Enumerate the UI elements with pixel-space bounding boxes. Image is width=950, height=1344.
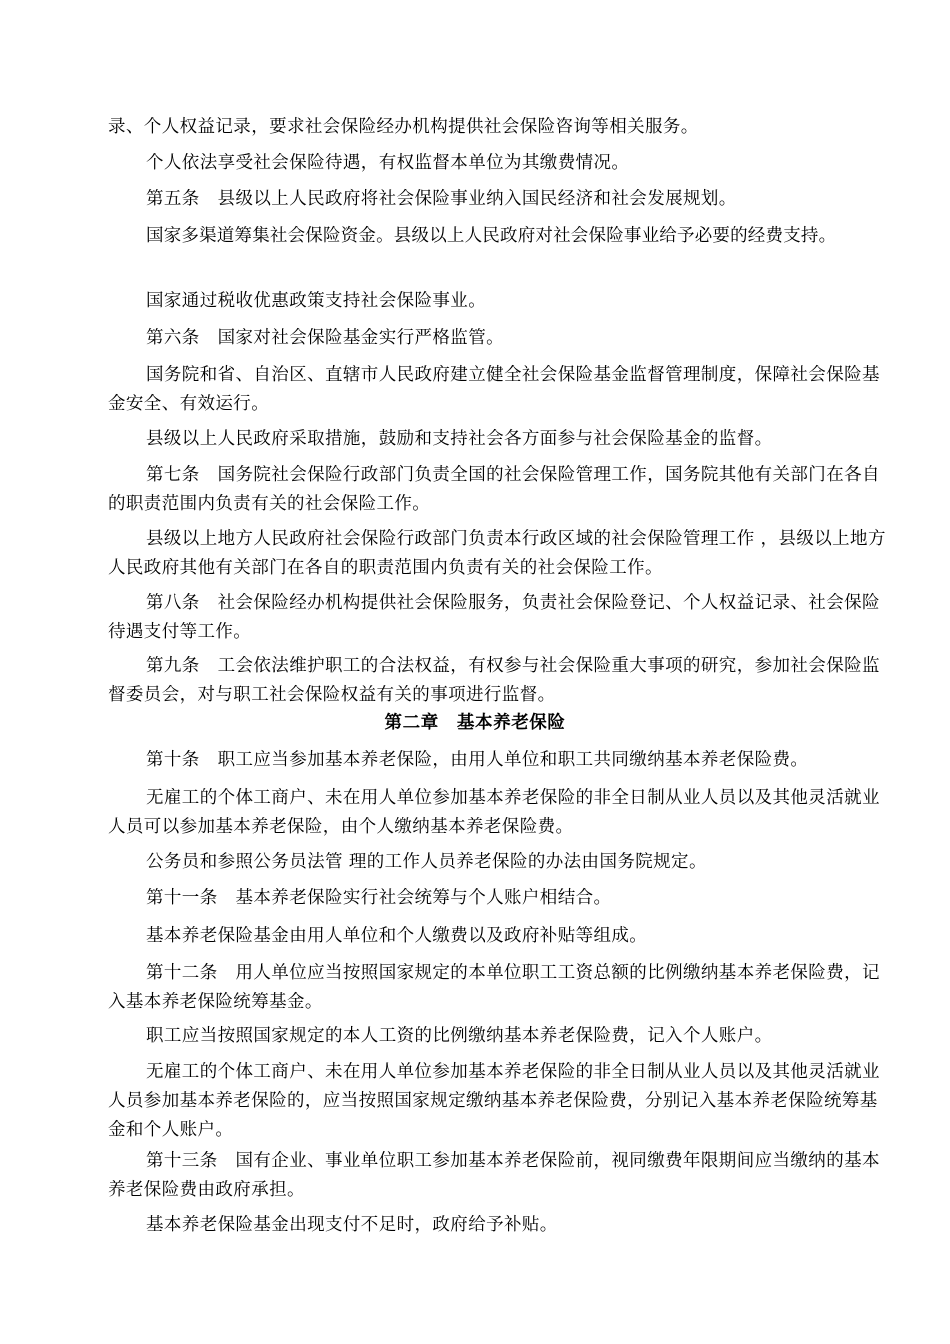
paragraph: 县级以上地方人民政府社会保险行政部门负责本行政区域的社会保险管理工作 ，县级以上地方人民政府其他有关部门在各自的职责范围内负责有关的社会保险工作。 (108, 529, 886, 578)
article-9: 第九条 工会依法维护职工的合法权益，有权参与社会保险重大事项的研究，参加社会保险监督委员会，对与职工社会保险权益有关的事项进行监督。 (108, 656, 880, 705)
article-13: 第十三条 国有企业、事业单位职工参加基本养老保险前，视同缴费年限期间应当缴纳的基本养老保险费由政府承担。 (108, 1151, 880, 1200)
paragraph: 录、个人权益记录，要求社会保险经办机构提供社会保险咨询等相关服务。 (108, 117, 699, 137)
paragraph: 职工应当按照国家规定的本人工资的比例缴纳基本养老保险费，记入个人账户。 (146, 1026, 773, 1046)
article-5: 第五条 县级以上人民政府将社会保险事业纳入国民经济和社会发展规划。 (146, 189, 737, 209)
paragraph: 基本养老保险基金由用人单位和个人缴费以及政府补贴等组成。 (146, 926, 648, 946)
article-7: 第七条 国务院社会保险行政部门负责全国的社会保险管理工作，国务院其他有关部门在各自的职责范围内负责有关的社会保险工作。 (108, 465, 880, 514)
chapter-heading: 第二章 基本养老保险 (384, 713, 566, 733)
paragraph: 个人依法享受社会保险待遇，有权监督本单位为其缴费情况。 (146, 153, 630, 173)
paragraph: 国务院和省、自治区、直辖市人民政府建立健全社会保险基金监督管理制度，保障社会保险基金安全、有效运行。 (108, 365, 880, 414)
paragraph: 无雇工的个体工商户、未在用人单位参加基本养老保险的非全日制从业人员以及其他灵活就业人员可以参加基本养老保险，由个人缴纳基本养老保险费。 (108, 788, 880, 837)
paragraph: 无雇工的个体工商户、未在用人单位参加基本养老保险的非全日制从业人员以及其他灵活就业人员参加基本养老保险的，应当按照国家规定缴纳基本养老保险费，分别记入基本养老保险统筹基金和个人账户。 (108, 1062, 880, 1140)
article-11: 第十一条 基本养老保险实行社会统筹与个人账户相结合。 (146, 888, 612, 908)
article-12: 第十二条 用人单位应当按照国家规定的本单位职工工资总额的比例缴纳基本养老保险费，记入基本养老保险统筹基金。 (108, 963, 880, 1012)
article-10: 第十条 职工应当参加基本养老保险，由用人单位和职工共同缴纳基本养老保险费。 (146, 750, 809, 770)
paragraph: 公务员和参照公务员法管 理的工作人员养老保险的办法由国务院规定。 (146, 852, 707, 872)
article-8: 第八条 社会保险经办机构提供社会保险服务，负责社会保险登记、个人权益记录、社会保险待遇支付等工作。 (108, 593, 880, 642)
article-6: 第六条 国家对社会保险基金实行严格监管。 (146, 328, 504, 348)
paragraph: 基本养老保险基金出现支付不足时，政府给予补贴。 (146, 1215, 558, 1235)
paragraph: 县级以上人民政府采取措施，鼓励和支持社会各方面参与社会保险基金的监督。 (146, 429, 773, 449)
paragraph: 国家通过税收优惠政策支持社会保险事业。 (146, 291, 487, 311)
paragraph: 国家多渠道筹集社会保险资金。县级以上人民政府对社会保险事业给予必要的经费支持。 (146, 226, 837, 246)
